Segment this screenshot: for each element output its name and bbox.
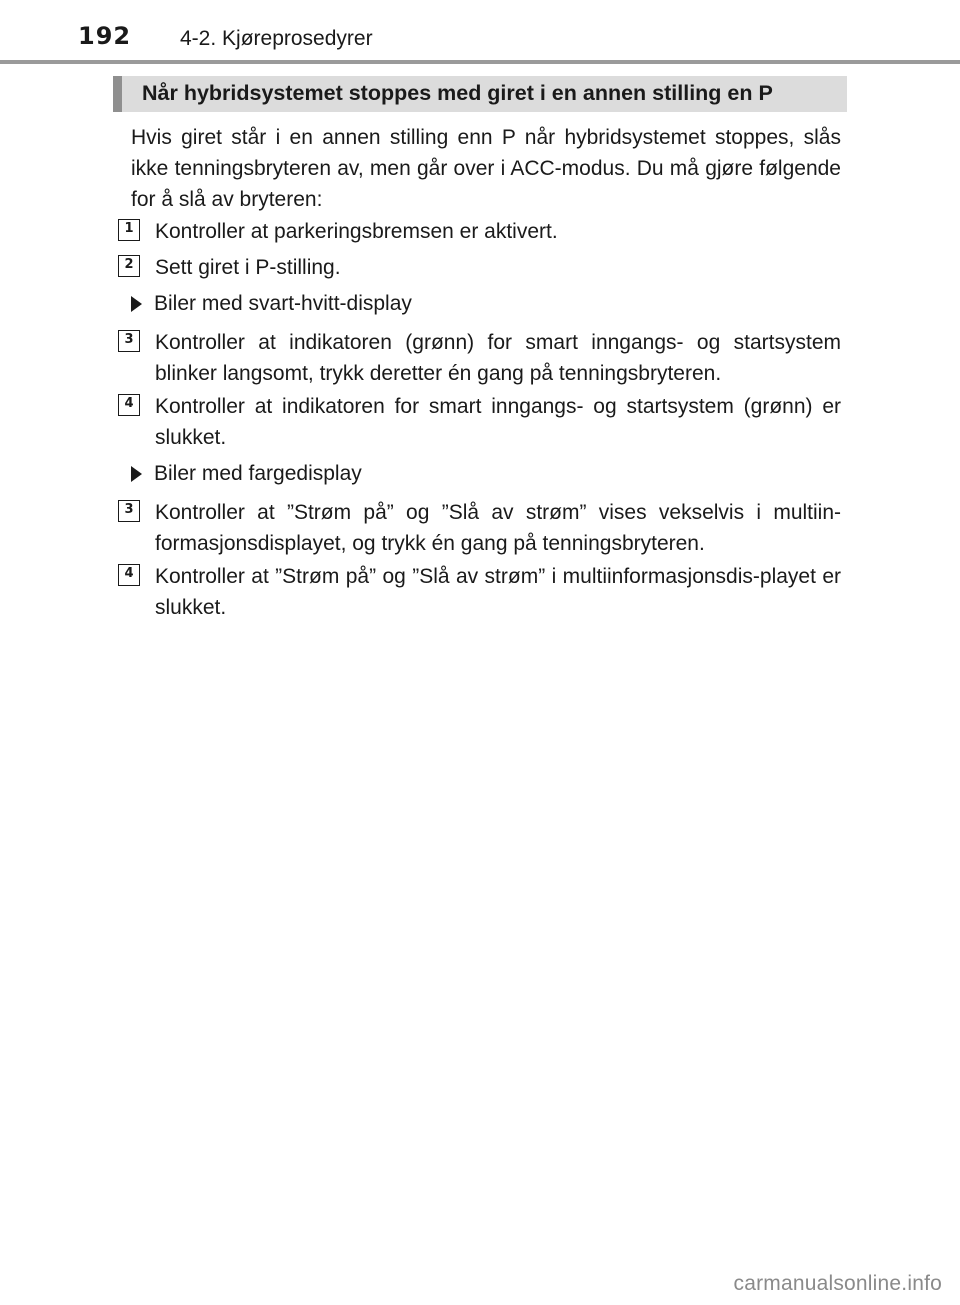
watermark-logo: carmanualsonline.info <box>733 1272 942 1295</box>
page-header <box>0 0 960 66</box>
step-text: Sett giret i P-stilling. <box>155 256 341 279</box>
step-text: Kontroller at indikatoren (grønn) for smart inngangs- og startsystem blinker langsomt, trykk deretter én gang på tenningsbryteren. <box>155 331 841 385</box>
intro-paragraph: Hvis giret står i en annen stilling enn P når hybridsystemet stoppes, slås ikke tenningsbryteren av, men går over i ACC-modus. Du må gjøre følgende for å slå av bryteren: <box>131 126 841 211</box>
step-text: Kontroller at parkeringsbremsen er aktivert. <box>155 220 558 243</box>
section-heading-bar <box>113 76 847 112</box>
step-text: Kontroller at indikatoren for smart inngangs- og startsystem (grønn) er slukket. <box>155 395 841 449</box>
section-label: 4-2. Kjøreprosedyrer <box>180 27 373 50</box>
step-text: Kontroller at ”Strøm på” og ”Slå av strøm” i multiinformasjonsdis-playet er slukket. <box>155 565 841 619</box>
variant-title: Biler med fargedisplay <box>154 462 362 485</box>
triangle-bullet-icon <box>131 296 142 312</box>
step-text: Kontroller at ”Strøm på” og ”Slå av strøm” vises vekselvis i multiin-formasjonsdisplayet, og trykk én gang på tenningsbryteren. <box>155 501 841 555</box>
variant-heading-bw <box>131 288 412 319</box>
variant-heading-color <box>131 458 362 489</box>
step-number-badge: 2 <box>118 255 140 277</box>
triangle-bullet-icon <box>131 466 142 482</box>
variant-title: Biler med svart-hvitt-display <box>154 292 412 315</box>
step-number-badge: 4 <box>118 394 140 416</box>
header-rule <box>0 60 960 64</box>
section-heading: Når hybridsystemet stoppes med giret i en annen stilling en P <box>142 81 773 105</box>
step-number-badge: 4 <box>118 564 140 586</box>
step-number-badge: 3 <box>118 330 140 352</box>
page-number: 192 <box>78 22 132 50</box>
step-number-badge: 3 <box>118 500 140 522</box>
step-number-badge: 1 <box>118 219 140 241</box>
